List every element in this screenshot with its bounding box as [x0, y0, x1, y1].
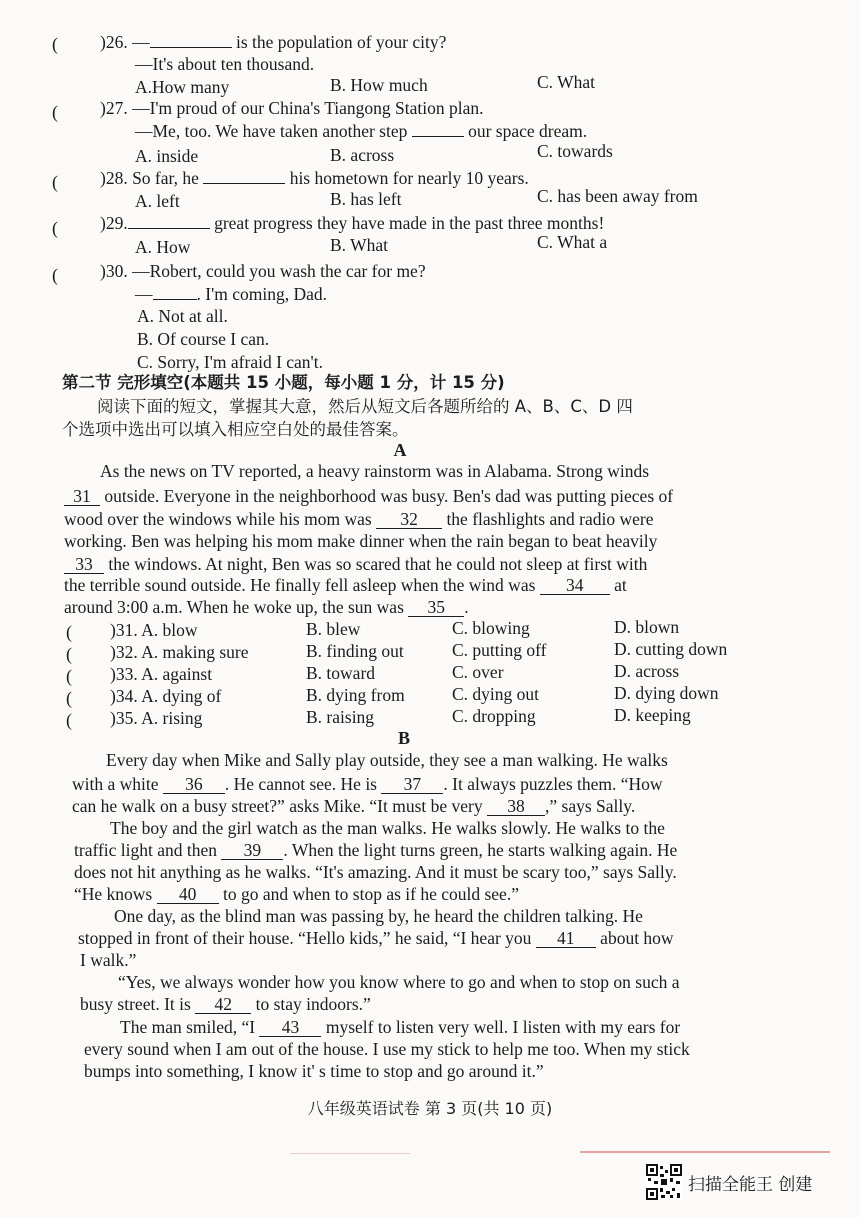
cloze-blank-32: 32	[376, 510, 442, 529]
question-26: )26. — is the population of your city?	[100, 32, 447, 52]
answer-blank	[150, 47, 232, 48]
answer-bracket: (	[66, 688, 72, 708]
option-d: D. blown	[614, 617, 680, 637]
option-c: C. putting off	[452, 640, 547, 660]
question-30-reply: — . I'm coming, Dad.	[135, 284, 327, 304]
cloze-blank-33: 33	[64, 555, 104, 574]
passage-line: wood over the windows while his mom was 32 the flashlights and radio were	[64, 509, 654, 529]
cloze-blank-31: 31	[64, 487, 100, 506]
cloze-blank-41: 41	[536, 929, 596, 948]
answer-bracket: (	[52, 172, 58, 192]
cloze-blank-39: 39	[221, 841, 283, 860]
cloze-blank-37: 37	[381, 775, 443, 794]
passage-line: traffic light and then 39 . When the light turns green, he starts walking again. He	[74, 840, 678, 860]
answer-blank	[153, 299, 197, 300]
option-b: B. dying from	[306, 685, 405, 705]
question-29: )29. great progress they have made in the past three months!	[100, 213, 605, 233]
answer-bracket: (	[66, 644, 72, 664]
option-a: A. left	[135, 191, 180, 211]
option-a: A. Not at all.	[137, 306, 228, 326]
option-b: B. Of course I can.	[137, 329, 270, 349]
answer-bracket: (	[52, 102, 58, 122]
section-heading: 第二节 完形填空(本题共 15 小题，每小题 1 分，计 15 分)	[62, 373, 505, 392]
passage-line: As the news on TV reported, a heavy rainstorm was in Alabama. Strong winds	[100, 461, 650, 481]
option-b: B. How much	[330, 75, 428, 95]
question-30: )30. —Robert, could you wash the car for me?	[100, 261, 426, 281]
answer-bracket: (	[52, 218, 58, 238]
passage-line: every sound when I am out of the house. I use my stick to help me too. When my stick	[84, 1039, 690, 1059]
option-c: C. dying out	[452, 684, 540, 704]
passage-line: busy street. It is 42 to stay indoors.”	[80, 994, 371, 1014]
answer-bracket: (	[66, 666, 72, 686]
passage-b-title: B	[397, 728, 410, 748]
question-28: )28. So far, he his hometown for nearly 10 years.	[100, 168, 529, 188]
qr-code-icon	[646, 1164, 682, 1200]
question-26-reply: —It's about ten thousand.	[135, 54, 315, 74]
cloze-blank-43: 43	[259, 1018, 321, 1037]
cloze-blank-36: 36	[163, 775, 225, 794]
passage-line: working. Ben was helping his mom make dinner when the rain began to beat heavily	[64, 531, 658, 551]
option-c: C. blowing	[452, 618, 530, 638]
question-27-reply: —Me, too. We have taken another step our space dream.	[135, 121, 588, 141]
answer-bracket: (	[66, 710, 72, 730]
passage-line: can he walk on a busy street?” asks Mike. “It must be very 38 ,” says Sally.	[72, 796, 636, 816]
option-row-34: )34. A. dying of	[110, 686, 222, 706]
option-c: C. over	[452, 662, 504, 682]
cloze-blank-42: 42	[195, 995, 251, 1014]
option-b: B. blew	[306, 619, 361, 639]
option-b: B. raising	[306, 707, 375, 727]
passage-line: Every day when Mike and Sally play outside, they see a man walking. He walks	[106, 750, 668, 770]
option-b: B. across	[330, 145, 395, 165]
passage-line: does not hit anything as he walks. “It's amazing. And it must be scary too,” says Sally.	[74, 862, 677, 882]
passage-a-title: A	[393, 440, 407, 460]
option-row-33: )33. A. against	[110, 664, 213, 684]
option-d: D. across	[614, 661, 680, 681]
passage-line: bumps into something, I know it' s time to stop and go around it.”	[84, 1061, 544, 1081]
option-d: D. keeping	[614, 705, 691, 725]
answer-bracket: (	[66, 622, 72, 642]
cloze-blank-34: 34	[540, 576, 610, 595]
option-c: C. towards	[537, 141, 613, 161]
passage-line: The man smiled, “I 43 myself to listen very well. I listen with my ears for	[120, 1017, 681, 1037]
option-c: C. Sorry, I'm afraid I can't.	[137, 352, 323, 372]
option-b: B. What	[330, 235, 389, 255]
scanner-label: 扫描全能王 创建	[688, 1174, 813, 1195]
scanner-watermark	[646, 1164, 812, 1200]
section-instructions-cont: 个选项中选出可以填入相应空白处的最佳答案。	[62, 420, 409, 439]
option-row-31: )31. A. blow	[110, 620, 198, 640]
passage-line: “Yes, we always wonder how you know where to go and when to stop on such a	[118, 972, 680, 992]
passage-line: “He knows 40 to go and when to stop as if he could see.”	[74, 884, 519, 904]
option-c: C. has been away from	[537, 186, 698, 206]
option-row-35: )35. A. rising	[110, 708, 203, 728]
option-b: B. toward	[306, 663, 376, 683]
cloze-blank-35: 35	[408, 598, 464, 617]
option-c: C. What	[537, 72, 596, 92]
divider	[290, 1153, 410, 1154]
passage-line: I walk.”	[80, 950, 137, 970]
cloze-blank-40: 40	[157, 885, 219, 904]
cloze-blank-38: 38	[487, 797, 545, 816]
answer-blank	[203, 183, 285, 184]
option-a: A.How many	[135, 77, 230, 97]
passage-line: the terrible sound outside. He finally fell asleep when the wind was 34 at	[64, 575, 627, 595]
answer-blank	[412, 136, 464, 137]
answer-bracket: (	[52, 34, 58, 54]
passage-line: One day, as the blind man was passing by, he heard the children talking. He	[114, 906, 643, 926]
option-b: B. has left	[330, 189, 402, 209]
answer-blank	[128, 228, 210, 229]
passage-line: stopped in front of their house. “Hello kids,” he said, “I hear you 41 about how	[78, 928, 674, 948]
option-c: C. What a	[537, 232, 608, 252]
answer-bracket: (	[52, 265, 58, 285]
option-d: D. cutting down	[614, 639, 728, 659]
option-b: B. finding out	[306, 641, 404, 661]
option-a: A. inside	[135, 146, 199, 166]
divider	[580, 1151, 830, 1153]
section-instructions: 阅读下面的短文，掌握其大意，然后从短文后各题所给的 A、B、C、D 四	[97, 397, 633, 416]
option-a: A. How	[135, 237, 191, 257]
option-c: C. dropping	[452, 706, 536, 726]
page-footer: 八年级英语试卷 第 3 页(共 10 页)	[307, 1099, 553, 1118]
passage-line: 31 outside. Everyone in the neighborhood was busy. Ben's dad was putting pieces of	[64, 486, 673, 506]
option-row-32: )32. A. making sure	[110, 642, 249, 662]
passage-line: The boy and the girl watch as the man walks. He walks slowly. He walks to the	[110, 818, 665, 838]
question-27: )27. —I'm proud of our China's Tiangong Station plan.	[100, 98, 484, 118]
passage-line: with a white 36 . He cannot see. He is 37 . It always puzzles them. “How	[72, 774, 663, 794]
passage-line: around 3:00 a.m. When he woke up, the sun was 35 .	[64, 597, 469, 617]
passage-line: 33 the windows. At night, Ben was so scared that he could not sleep at first with	[64, 554, 647, 574]
option-d: D. dying down	[614, 683, 719, 703]
